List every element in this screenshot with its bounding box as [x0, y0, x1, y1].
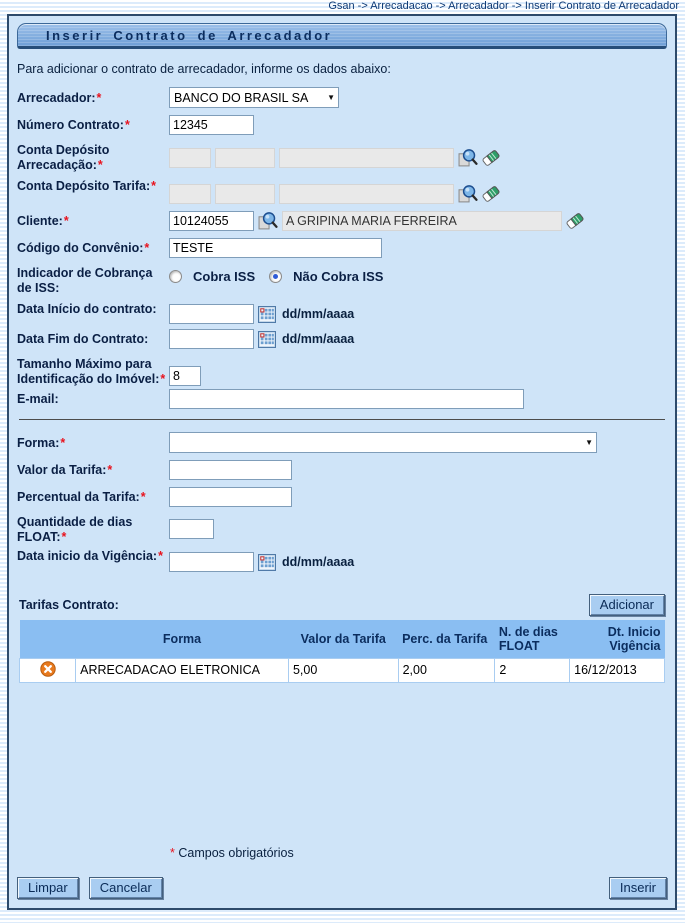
percentual-tarifa-input[interactable] [169, 487, 292, 507]
conta-tarifa-agencia-field [215, 184, 275, 204]
tarifa-cell-valor: 5,00 [288, 658, 398, 682]
tarifa-cell-forma: ARRECADACAO ELETRONICA [76, 658, 289, 682]
field-row-data-fim-contrato [17, 329, 667, 349]
arrecadador-selected-value: BANCO DO BRASIL SA [174, 90, 309, 105]
field-row-cliente [17, 211, 667, 231]
nao-cobra-iss-radio[interactable] [269, 270, 282, 283]
data-fim-contrato-calendar-icon[interactable] [258, 331, 276, 348]
tarifas-contrato-header [19, 594, 665, 616]
required-asterisk: * [144, 241, 150, 255]
data-fim-contrato-input[interactable] [169, 329, 254, 349]
col-header-perc-tarifa: Perc. da Tarifa [398, 620, 495, 658]
data-fim-contrato-label: Data Fim do Contrato: [17, 332, 149, 346]
limpar-button[interactable]: Limpar [17, 877, 79, 899]
cobra-iss-option-label: Cobra ISS [193, 269, 256, 284]
tarifa-cell-perc: 2,00 [398, 658, 495, 682]
field-row-numero-contrato [17, 115, 667, 135]
field-row-conta-deposito-tarifa [17, 178, 667, 204]
section-divider [19, 419, 665, 420]
conta-tarifa-numero-field [279, 184, 454, 204]
required-asterisk: * [61, 530, 67, 544]
conta-arrecadacao-search-icon[interactable] [458, 148, 478, 168]
indicador-iss-label: Indicador de Cobrança de ISS: [17, 266, 153, 295]
data-inicio-contrato-input[interactable] [169, 304, 254, 324]
qtd-dias-float-label: Quantidade de dias FLOAT: [17, 515, 133, 544]
data-inicio-contrato-format-hint: dd/mm/aaaa [282, 307, 355, 321]
field-row-conta-deposito-arrecadacao [17, 142, 667, 173]
required-asterisk: * [140, 490, 146, 504]
breadcrumb[interactable]: Gsan -> Arrecadacao -> Arrecadador -> Inserir Contrato de Arrecadador [328, 0, 679, 12]
arrecadador-select[interactable] [169, 87, 339, 108]
required-asterisk: * [97, 158, 103, 172]
required-asterisk: * [96, 90, 102, 105]
field-row-valor-tarifa [17, 460, 667, 480]
required-fields-note [169, 846, 294, 860]
forma-label: Forma: [17, 435, 60, 450]
tarifa-table-row [20, 658, 665, 682]
cliente-label: Cliente: [17, 214, 63, 228]
field-row-data-inicio-vigencia [17, 548, 667, 572]
percentual-tarifa-label: Percentual da Tarifa: [17, 490, 140, 504]
data-inicio-contrato-calendar-icon[interactable] [258, 306, 276, 323]
tamanho-maximo-input[interactable] [169, 366, 201, 386]
conta-tarifa-banco-field [169, 184, 211, 204]
data-inicio-vigencia-format-hint: dd/mm/aaaa [282, 555, 355, 569]
field-row-email [17, 389, 667, 409]
cliente-eraser-icon[interactable] [566, 211, 584, 231]
tarifa-cell-dias: 2 [495, 658, 570, 682]
required-asterisk: * [151, 179, 156, 193]
dropdown-arrow-icon: ▼ [327, 93, 335, 102]
conta-arrecadacao-numero-field [279, 148, 454, 168]
conta-deposito-tarifa-label: Conta Depósito Tarifa: [17, 179, 151, 193]
cliente-search-icon[interactable] [258, 211, 278, 231]
required-asterisk: * [158, 549, 163, 563]
required-note-text: Campos obrigatórios [178, 846, 294, 860]
cobra-iss-radio[interactable] [169, 270, 182, 283]
email-label: E-mail: [17, 392, 59, 406]
field-row-indicador-iss [17, 265, 667, 296]
tarifas-table-header-row [20, 620, 665, 658]
col-header-dt-inicio-vigencia: Dt. Inicio Vigência [570, 620, 665, 658]
data-inicio-contrato-label: Data Início do contrato: [17, 302, 157, 316]
valor-tarifa-label: Valor da Tarifa: [17, 463, 107, 477]
numero-contrato-input[interactable] [169, 115, 254, 135]
cliente-codigo-input[interactable] [169, 211, 254, 231]
field-row-data-inicio-contrato [17, 301, 667, 324]
field-row-percentual-tarifa [17, 487, 667, 507]
page-title-bar [17, 23, 667, 49]
tamanho-maximo-label: Tamanho Máximo para Identificação do Imóvel: [17, 357, 160, 386]
intro-text: Para adicionar o contrato de arrecadador, informe os dados abaixo: [17, 62, 391, 76]
qtd-dias-float-input[interactable] [169, 519, 214, 539]
form-panel [7, 14, 677, 910]
inserir-button[interactable]: Inserir [609, 877, 667, 899]
conta-deposito-arrecadacao-label: Conta Depósito Arrecadação: [17, 143, 110, 172]
field-row-arrecadador [17, 87, 667, 108]
codigo-convenio-input[interactable] [169, 238, 382, 258]
adicionar-button[interactable]: Adicionar [589, 594, 665, 616]
conta-arrecadacao-banco-field [169, 148, 211, 168]
field-row-tamanho-maximo [17, 356, 667, 387]
valor-tarifa-input[interactable] [169, 460, 292, 480]
cliente-nome-field [282, 211, 562, 231]
col-header-dias-float: N. de dias FLOAT [495, 620, 570, 658]
required-asterisk: * [63, 214, 69, 228]
data-fim-contrato-format-hint: dd/mm/aaaa [282, 332, 355, 346]
nao-cobra-iss-option-label: Não Cobra ISS [293, 269, 384, 284]
forma-select[interactable] [169, 432, 597, 453]
field-row-forma [17, 432, 667, 453]
conta-tarifa-search-icon[interactable] [458, 184, 478, 204]
col-header-valor-tarifa: Valor da Tarifa [288, 620, 398, 658]
arrecadador-label: Arrecadador: [17, 90, 96, 105]
form-actions [17, 877, 667, 899]
col-header-forma: Forma [76, 620, 289, 658]
field-row-qtd-dias-float [17, 514, 667, 545]
numero-contrato-label: Número Contrato: [17, 118, 124, 132]
dropdown-arrow-icon: ▼ [585, 438, 593, 447]
tarifas-contrato-label: Tarifas Contrato: [19, 598, 119, 612]
codigo-convenio-label: Código do Convênio: [17, 241, 144, 255]
field-row-codigo-convenio [17, 238, 667, 258]
col-header-actions [20, 620, 76, 658]
tarifas-table [19, 620, 665, 683]
conta-tarifa-eraser-icon[interactable] [482, 184, 500, 204]
data-inicio-vigencia-label: Data inicio da Vigência: [17, 549, 158, 563]
form-content [9, 49, 675, 683]
required-asterisk: * [107, 463, 113, 477]
data-inicio-vigencia-input[interactable] [169, 552, 254, 572]
delete-row-icon[interactable] [40, 661, 56, 677]
tarifa-cell-data: 16/12/2013 [570, 658, 665, 682]
conta-arrecadacao-eraser-icon[interactable] [482, 148, 500, 168]
email-input[interactable] [169, 389, 524, 409]
required-asterisk: * [60, 435, 66, 450]
cancelar-button[interactable]: Cancelar [89, 877, 163, 899]
data-inicio-vigencia-calendar-icon[interactable] [258, 554, 276, 571]
conta-arrecadacao-agencia-field [215, 148, 275, 168]
page-title: Inserir Contrato de Arrecadador [46, 27, 333, 43]
required-asterisk: * [160, 372, 166, 386]
required-asterisk: * [124, 118, 130, 132]
required-asterisk: * [170, 846, 175, 860]
